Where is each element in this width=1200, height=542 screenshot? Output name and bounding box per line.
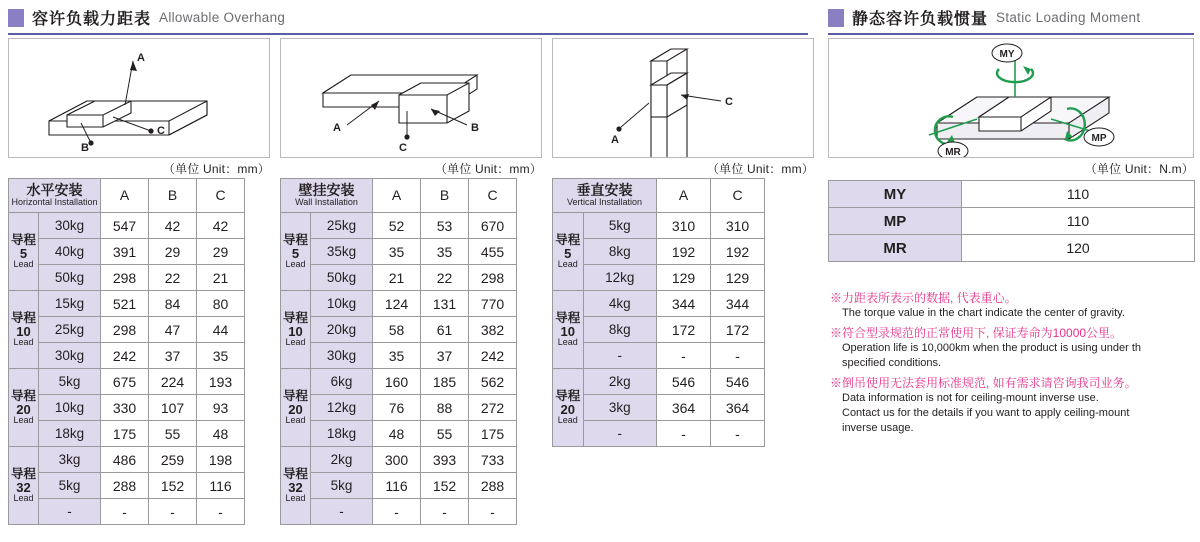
lead-group-cell bbox=[9, 291, 39, 369]
moment-label-my: MY bbox=[829, 181, 962, 208]
table-row bbox=[553, 421, 765, 447]
load-cell: 4kg bbox=[583, 291, 656, 317]
lead-group-cell bbox=[9, 369, 39, 447]
lead-number: 5 bbox=[564, 245, 572, 261]
value-a: 21 bbox=[373, 265, 421, 291]
table-row bbox=[553, 395, 765, 421]
label-A: A bbox=[611, 134, 619, 146]
load-cell: 30kg bbox=[39, 213, 101, 239]
value-c: 670 bbox=[469, 213, 517, 239]
value-c: 116 bbox=[197, 473, 245, 499]
value-c: 44 bbox=[197, 317, 245, 343]
value-a: 364 bbox=[657, 395, 711, 421]
value-b: 22 bbox=[421, 265, 469, 291]
table-header-row bbox=[9, 179, 245, 213]
load-cell: 8kg bbox=[583, 239, 656, 265]
value-b: 185 bbox=[421, 369, 469, 395]
load-cell: 5kg bbox=[39, 473, 101, 499]
load-cell: - bbox=[583, 421, 656, 447]
load-cell: 10kg bbox=[311, 291, 373, 317]
unit-label-horizontal: （单位 Unit：mm） bbox=[162, 162, 270, 176]
value-c: 382 bbox=[469, 317, 517, 343]
value-b: 152 bbox=[421, 473, 469, 499]
notes-block bbox=[830, 290, 1200, 440]
lead-label-cn: 导程 bbox=[555, 233, 581, 248]
load-cell: 20kg bbox=[311, 317, 373, 343]
table-row bbox=[281, 213, 517, 239]
value-a: 486 bbox=[101, 447, 149, 473]
label-A: A bbox=[333, 122, 341, 134]
note-en: Contact us for the details if you want to apply ceiling-mount bbox=[842, 406, 1130, 419]
value-a: 116 bbox=[373, 473, 421, 499]
load-cell: 18kg bbox=[39, 421, 101, 447]
value-b: 61 bbox=[421, 317, 469, 343]
table-row bbox=[829, 235, 1195, 262]
lead-label-en: Lead bbox=[13, 492, 34, 503]
column-header-b: B bbox=[421, 179, 469, 213]
load-cell: 25kg bbox=[311, 213, 373, 239]
note-en: Operation life is 10,000km when the product is using under th bbox=[842, 342, 1142, 355]
table-row bbox=[281, 369, 517, 395]
load-cell: 18kg bbox=[311, 421, 373, 447]
lead-label-en: Lead bbox=[557, 258, 578, 269]
table-row bbox=[9, 369, 245, 395]
value-c: 198 bbox=[197, 447, 245, 473]
lead-label-cn: 导程 bbox=[282, 467, 308, 482]
lead-number: 32 bbox=[288, 479, 303, 495]
lead-number: 10 bbox=[560, 323, 576, 339]
lead-label-en: Lead bbox=[13, 258, 34, 269]
lead-label-cn: 导程 bbox=[282, 389, 308, 404]
note-cn: ※倒吊使用无法套用标准规范, 如有需求请咨询我司业务。 bbox=[830, 375, 1137, 390]
value-a: 35 bbox=[373, 239, 421, 265]
load-cell: 6kg bbox=[311, 369, 373, 395]
load-cell: 8kg bbox=[583, 317, 656, 343]
note-item bbox=[830, 375, 1200, 436]
column-header-c: C bbox=[469, 179, 517, 213]
table-title-cn: 水平安装 bbox=[26, 182, 83, 199]
value-c: 242 bbox=[469, 343, 517, 369]
value-c: 272 bbox=[469, 395, 517, 421]
section-header-overhang bbox=[8, 6, 808, 35]
lead-group-cell bbox=[553, 213, 584, 291]
moment-actuator-diagram bbox=[829, 39, 1193, 157]
value-a: 300 bbox=[373, 447, 421, 473]
column-header-c: C bbox=[197, 179, 245, 213]
value-c: 546 bbox=[711, 369, 765, 395]
load-cell: 50kg bbox=[39, 265, 101, 291]
table-title-cn: 壁挂安装 bbox=[298, 182, 355, 199]
label-C: C bbox=[157, 125, 165, 137]
table-row bbox=[9, 395, 245, 421]
value-b: 152 bbox=[149, 473, 197, 499]
table-row bbox=[9, 213, 245, 239]
section-title-cn: 容许负载力距表 bbox=[32, 11, 152, 28]
moment-label-mp: MP bbox=[829, 208, 962, 235]
lead-label-en: Lead bbox=[13, 336, 34, 347]
value-a: - bbox=[373, 499, 421, 525]
note-cn: ※符合型录规范的正常使用下, 保证寿命为10000公里。 bbox=[830, 326, 1123, 341]
table-title-en: Horizontal Installation bbox=[11, 197, 98, 208]
value-b: 42 bbox=[149, 213, 197, 239]
value-a: 288 bbox=[101, 473, 149, 499]
value-a: 330 bbox=[101, 395, 149, 421]
table-row bbox=[9, 239, 245, 265]
table-wall-installation bbox=[280, 178, 517, 525]
load-cell: - bbox=[39, 499, 101, 525]
table-row bbox=[553, 213, 765, 239]
value-a: 521 bbox=[101, 291, 149, 317]
note-item bbox=[830, 290, 1200, 321]
lead-number: 20 bbox=[288, 401, 303, 417]
value-a: 35 bbox=[373, 343, 421, 369]
section-marker-icon bbox=[8, 9, 24, 27]
table-row bbox=[9, 499, 245, 525]
table-row bbox=[281, 499, 517, 525]
value-c: 364 bbox=[711, 395, 765, 421]
load-cell: - bbox=[583, 343, 656, 369]
load-cell: 25kg bbox=[39, 317, 101, 343]
table-row bbox=[281, 395, 517, 421]
lead-group-cell bbox=[9, 213, 39, 291]
value-a: 391 bbox=[101, 239, 149, 265]
value-a: 675 bbox=[101, 369, 149, 395]
value-a: 76 bbox=[373, 395, 421, 421]
load-cell: 40kg bbox=[39, 239, 101, 265]
lead-label-cn: 导程 bbox=[555, 311, 581, 326]
lead-number: 20 bbox=[16, 401, 31, 417]
load-cell: 10kg bbox=[39, 395, 101, 421]
value-c: 288 bbox=[469, 473, 517, 499]
table-row bbox=[9, 447, 245, 473]
note-en: The torque value in the chart indicate the center of gravity. bbox=[842, 307, 1125, 320]
lead-group-cell bbox=[281, 369, 311, 447]
lead-label-en: Lead bbox=[285, 336, 306, 347]
table-row bbox=[281, 265, 517, 291]
illustration-horizontal-installation bbox=[8, 38, 270, 158]
load-cell: 2kg bbox=[311, 447, 373, 473]
value-b: 259 bbox=[149, 447, 197, 473]
table-row bbox=[829, 208, 1195, 235]
value-a: 310 bbox=[657, 213, 711, 239]
value-c: 48 bbox=[197, 421, 245, 447]
value-c: - bbox=[197, 499, 245, 525]
table-row bbox=[9, 265, 245, 291]
table-header-row bbox=[553, 179, 765, 213]
load-cell: - bbox=[311, 499, 373, 525]
unit-label-vertical: （单位 Unit：mm） bbox=[706, 162, 814, 176]
lead-group-cell bbox=[553, 291, 584, 369]
section-marker-icon bbox=[828, 9, 844, 27]
label-MR: MR bbox=[945, 147, 961, 157]
table-title-cell bbox=[9, 179, 101, 213]
table-title-en: Vertical Installation bbox=[566, 197, 643, 208]
table-row bbox=[553, 239, 765, 265]
table-vertical-installation bbox=[552, 178, 765, 447]
value-a: 124 bbox=[373, 291, 421, 317]
table-row bbox=[553, 291, 765, 317]
section-header-moment bbox=[828, 6, 1194, 35]
value-c: 172 bbox=[711, 317, 765, 343]
table-static-loading-moment bbox=[828, 180, 1195, 262]
load-cell: 12kg bbox=[311, 395, 373, 421]
table-row bbox=[9, 473, 245, 499]
value-a: 48 bbox=[373, 421, 421, 447]
value-a: 298 bbox=[101, 317, 149, 343]
illustration-vertical-installation bbox=[552, 38, 814, 158]
value-b: 131 bbox=[421, 291, 469, 317]
table-row bbox=[281, 291, 517, 317]
value-c: - bbox=[469, 499, 517, 525]
label-MY: MY bbox=[999, 49, 1015, 60]
lead-label-cn: 导程 bbox=[282, 311, 308, 326]
value-c: - bbox=[711, 343, 765, 369]
lead-label-cn: 导程 bbox=[282, 233, 308, 248]
value-b: 393 bbox=[421, 447, 469, 473]
table-row bbox=[9, 421, 245, 447]
section-title-en: Allowable Overhang bbox=[159, 10, 286, 25]
value-b: 37 bbox=[421, 343, 469, 369]
value-a: 192 bbox=[657, 239, 711, 265]
lead-number: 32 bbox=[16, 479, 31, 495]
note-cn: ※力距表所表示的数据, 代表重心。 bbox=[830, 291, 1017, 305]
value-a: - bbox=[657, 421, 711, 447]
value-c: 129 bbox=[711, 265, 765, 291]
label-C: C bbox=[725, 96, 733, 108]
load-cell: 5kg bbox=[39, 369, 101, 395]
value-a: 298 bbox=[101, 265, 149, 291]
lead-group-cell bbox=[281, 291, 311, 369]
lead-label-en: Lead bbox=[285, 414, 306, 425]
label-C: C bbox=[399, 142, 407, 154]
lead-group-cell bbox=[281, 213, 311, 291]
moment-label-mr: MR bbox=[829, 235, 962, 262]
value-b: 224 bbox=[149, 369, 197, 395]
lead-number: 5 bbox=[291, 245, 300, 261]
value-a: - bbox=[101, 499, 149, 525]
value-c: 562 bbox=[469, 369, 517, 395]
lead-label-en: Lead bbox=[285, 258, 306, 269]
lead-label-en: Lead bbox=[557, 336, 578, 347]
value-c: 298 bbox=[469, 265, 517, 291]
value-a: 547 bbox=[101, 213, 149, 239]
label-B: B bbox=[81, 142, 89, 154]
table-row bbox=[281, 473, 517, 499]
value-a: 58 bbox=[373, 317, 421, 343]
value-b: - bbox=[421, 499, 469, 525]
value-c: 42 bbox=[197, 213, 245, 239]
value-c: - bbox=[711, 421, 765, 447]
value-a: 172 bbox=[657, 317, 711, 343]
table-row bbox=[9, 343, 245, 369]
value-a: - bbox=[657, 343, 711, 369]
lead-group-cell bbox=[281, 447, 311, 525]
table-row bbox=[553, 265, 765, 291]
load-cell: 2kg bbox=[583, 369, 656, 395]
note-en: Data information is not for ceiling-mount inverse use. bbox=[842, 392, 1099, 405]
value-b: 22 bbox=[149, 265, 197, 291]
lead-label-cn: 导程 bbox=[10, 233, 36, 248]
value-b: 84 bbox=[149, 291, 197, 317]
value-c: 192 bbox=[711, 239, 765, 265]
wall-actuator-diagram bbox=[281, 39, 541, 157]
table-row bbox=[281, 317, 517, 343]
lead-group-cell bbox=[9, 447, 39, 525]
table-horizontal-installation bbox=[8, 178, 245, 525]
lead-number: 5 bbox=[19, 245, 28, 261]
value-a: 52 bbox=[373, 213, 421, 239]
table-title-cell bbox=[281, 179, 373, 213]
table-header-row bbox=[281, 179, 517, 213]
value-b: 47 bbox=[149, 317, 197, 343]
lead-group-cell bbox=[553, 369, 584, 447]
lead-label-cn: 导程 bbox=[10, 389, 36, 404]
load-cell: 50kg bbox=[311, 265, 373, 291]
lead-number: 20 bbox=[560, 401, 576, 417]
lead-number: 10 bbox=[288, 323, 303, 339]
note-en: inverse usage. bbox=[842, 421, 914, 434]
table-row bbox=[281, 239, 517, 265]
note-item bbox=[830, 325, 1200, 371]
lead-label-cn: 导程 bbox=[10, 467, 36, 482]
load-cell: 30kg bbox=[39, 343, 101, 369]
load-cell: 35kg bbox=[311, 239, 373, 265]
horizontal-actuator-diagram bbox=[9, 39, 269, 157]
value-c: 193 bbox=[197, 369, 245, 395]
value-c: 310 bbox=[711, 213, 765, 239]
load-cell: 5kg bbox=[311, 473, 373, 499]
table-row bbox=[281, 421, 517, 447]
value-a: 242 bbox=[101, 343, 149, 369]
lead-label-en: Lead bbox=[13, 414, 34, 425]
table-row bbox=[553, 317, 765, 343]
value-b: 37 bbox=[149, 343, 197, 369]
value-b: 55 bbox=[149, 421, 197, 447]
column-header-c: C bbox=[711, 179, 765, 213]
value-c: 93 bbox=[197, 395, 245, 421]
table-row bbox=[9, 291, 245, 317]
section-title-cn: 静态容许负载惯量 bbox=[852, 11, 989, 28]
column-header-b: B bbox=[149, 179, 197, 213]
label-A: A bbox=[137, 52, 145, 64]
illustration-static-loading-moment bbox=[828, 38, 1194, 158]
load-cell: 30kg bbox=[311, 343, 373, 369]
value-c: 344 bbox=[711, 291, 765, 317]
load-cell: 3kg bbox=[39, 447, 101, 473]
value-c: 21 bbox=[197, 265, 245, 291]
value-a: 344 bbox=[657, 291, 711, 317]
moment-value-mr: 120 bbox=[962, 235, 1195, 262]
value-a: 129 bbox=[657, 265, 711, 291]
load-cell: 12kg bbox=[583, 265, 656, 291]
value-c: 35 bbox=[197, 343, 245, 369]
value-c: 455 bbox=[469, 239, 517, 265]
moment-value-my: 110 bbox=[962, 181, 1195, 208]
value-c: 770 bbox=[469, 291, 517, 317]
table-row bbox=[829, 181, 1195, 208]
value-a: 546 bbox=[657, 369, 711, 395]
value-b: 53 bbox=[421, 213, 469, 239]
value-a: 160 bbox=[373, 369, 421, 395]
label-B: B bbox=[471, 122, 479, 134]
value-b: 88 bbox=[421, 395, 469, 421]
unit-label-wall: （单位 Unit：mm） bbox=[434, 162, 542, 176]
lead-label-cn: 导程 bbox=[555, 389, 581, 404]
lead-number: 10 bbox=[16, 323, 31, 339]
table-row bbox=[281, 447, 517, 473]
value-c: 733 bbox=[469, 447, 517, 473]
table-row bbox=[553, 369, 765, 395]
label-MP: MP bbox=[1091, 133, 1107, 144]
table-row bbox=[281, 343, 517, 369]
table-title-cell bbox=[553, 179, 657, 213]
load-cell: 15kg bbox=[39, 291, 101, 317]
value-b: 29 bbox=[149, 239, 197, 265]
lead-label-cn: 导程 bbox=[10, 311, 36, 326]
unit-label-moment: （单位 Unit：N.m） bbox=[1084, 162, 1194, 176]
value-b: - bbox=[149, 499, 197, 525]
column-header-a: A bbox=[373, 179, 421, 213]
table-row bbox=[553, 343, 765, 369]
value-c: 80 bbox=[197, 291, 245, 317]
table-title-en: Wall Installation bbox=[295, 197, 358, 208]
column-header-a: A bbox=[101, 179, 149, 213]
load-cell: 5kg bbox=[583, 213, 656, 239]
table-title-cn: 垂直安装 bbox=[576, 182, 633, 199]
vertical-actuator-diagram bbox=[553, 39, 813, 157]
value-c: 175 bbox=[469, 421, 517, 447]
value-a: 175 bbox=[101, 421, 149, 447]
lead-label-en: Lead bbox=[285, 492, 306, 503]
section-title-en: Static Loading Moment bbox=[996, 10, 1141, 25]
illustration-wall-installation bbox=[280, 38, 542, 158]
value-b: 107 bbox=[149, 395, 197, 421]
value-b: 35 bbox=[421, 239, 469, 265]
note-en: specified conditions. bbox=[842, 357, 942, 370]
moment-value-mp: 110 bbox=[962, 208, 1195, 235]
column-header-a: A bbox=[657, 179, 711, 213]
lead-label-en: Lead bbox=[557, 414, 578, 425]
table-row bbox=[9, 317, 245, 343]
value-b: 55 bbox=[421, 421, 469, 447]
load-cell: 3kg bbox=[583, 395, 656, 421]
value-c: 29 bbox=[197, 239, 245, 265]
